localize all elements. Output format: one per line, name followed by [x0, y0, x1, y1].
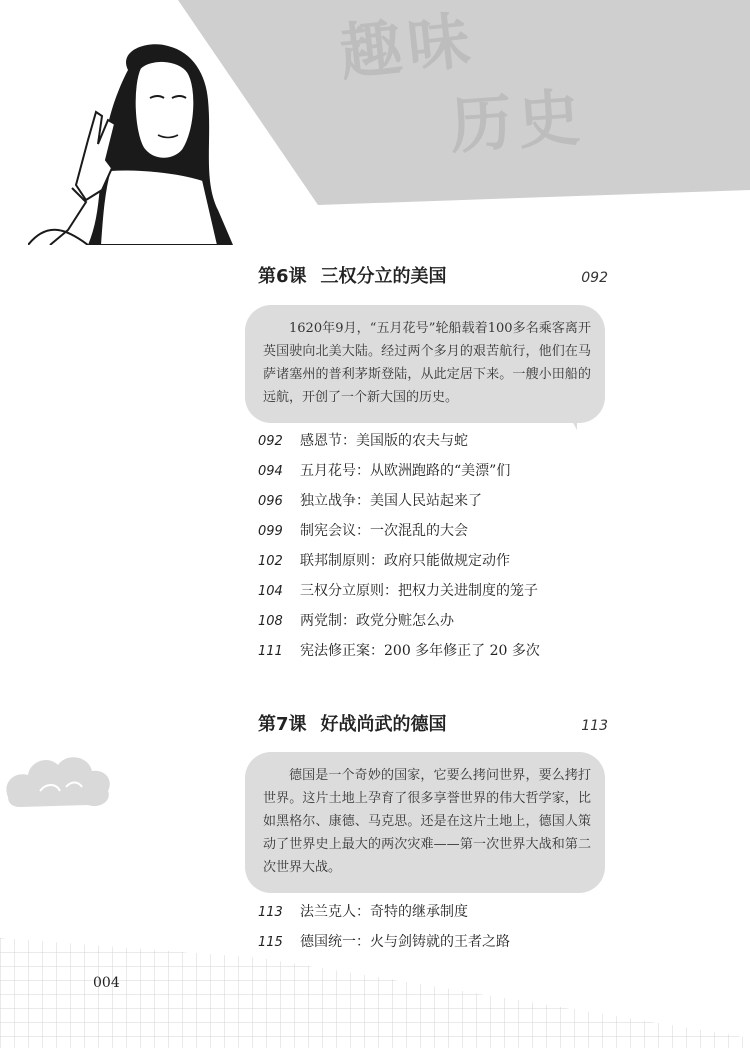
- lesson-7-toc: [258, 901, 510, 961]
- lesson-6-number: 第6课: [258, 266, 307, 287]
- toc-title: 宪法修正案：200 多年修正了 20 多次: [300, 643, 540, 659]
- lesson-7-number: 第7课: [258, 714, 307, 735]
- lesson-7-header: [258, 710, 608, 740]
- toc-item[interactable]: [258, 490, 540, 520]
- toc-title: 联邦制原则：政府只能做规定动作: [300, 553, 510, 569]
- toc-item[interactable]: [258, 931, 510, 961]
- toc-page: 115: [258, 935, 283, 950]
- toc-item[interactable]: [258, 520, 540, 550]
- lesson-6-toc: [258, 430, 540, 670]
- banner-title-line2: 历史: [447, 80, 589, 163]
- lesson-7-title: [258, 710, 447, 736]
- banner-title-line1: 趣味: [336, 2, 480, 90]
- toc-item[interactable]: [258, 610, 540, 640]
- toc-item[interactable]: [258, 640, 540, 670]
- lesson-6-title: [258, 262, 447, 288]
- lesson-7-intro: 德国是一个奇妙的国家，它要么拷问世界，要么拷打世界。这片土地上孕育了很多享誉世界的伟大哲学家，比如黑格尔、康德、马克思。还是在这片土地上，德国人策动了世界史上最大的两次灾难——第一次世界大战和第二次世界大战。: [245, 752, 605, 893]
- toc-page: 099: [258, 524, 283, 539]
- toc-item[interactable]: [258, 580, 540, 610]
- toc-title: 德国统一：火与剑铸就的王者之路: [300, 934, 510, 950]
- lesson-6-intro: 1620年9月，“五月花号”轮船载着100多名乘客离开英国驶向北美大陆。经过两个多月的艰苦航行，他们在马萨诸塞州的普利茅斯登陆，从此定居下来。一艘小田船的远航，开创了一个新大国的历史。: [245, 305, 605, 423]
- toc-title: 独立战争：美国人民站起来了: [300, 493, 482, 509]
- toc-item[interactable]: [258, 550, 540, 580]
- mona-lisa-illustration: [28, 40, 268, 245]
- toc-page: 104: [258, 584, 283, 599]
- lesson-7-name: 好战尚武的德国: [320, 714, 447, 735]
- lesson-7-page: 113: [581, 718, 608, 734]
- toc-page: 113: [258, 905, 283, 920]
- toc-title: 法兰克人：奇特的继承制度: [300, 904, 468, 920]
- cloud-decoration: [0, 735, 120, 815]
- toc-page: 102: [258, 554, 283, 569]
- toc-title: 三权分立原则：把权力关进制度的笼子: [300, 583, 538, 599]
- toc-page: 092: [258, 434, 283, 449]
- toc-title: 两党制：政党分赃怎么办: [300, 613, 454, 629]
- lesson-6-header: [258, 262, 608, 292]
- toc-page: 096: [258, 494, 283, 509]
- banner-title: [336, 2, 589, 163]
- toc-page: 108: [258, 614, 283, 629]
- toc-title: 感恩节：美国版的农夫与蛇: [300, 433, 468, 449]
- lesson-7-bubble-tail: [565, 868, 577, 890]
- toc-page: 111: [258, 644, 283, 659]
- lesson-6-page: 092: [581, 270, 608, 286]
- toc-item[interactable]: [258, 430, 540, 460]
- toc-title: 制宪会议：一次混乱的大会: [300, 523, 468, 539]
- lesson-6-bubble-tail: [565, 408, 577, 430]
- toc-page: 094: [258, 464, 283, 479]
- toc-item[interactable]: [258, 901, 510, 931]
- toc-title: 五月花号：从欧洲跑路的“美漂”们: [300, 463, 511, 479]
- page-number: 004: [93, 975, 120, 991]
- toc-item[interactable]: [258, 460, 540, 490]
- lesson-6-name: 三权分立的美国: [320, 266, 447, 287]
